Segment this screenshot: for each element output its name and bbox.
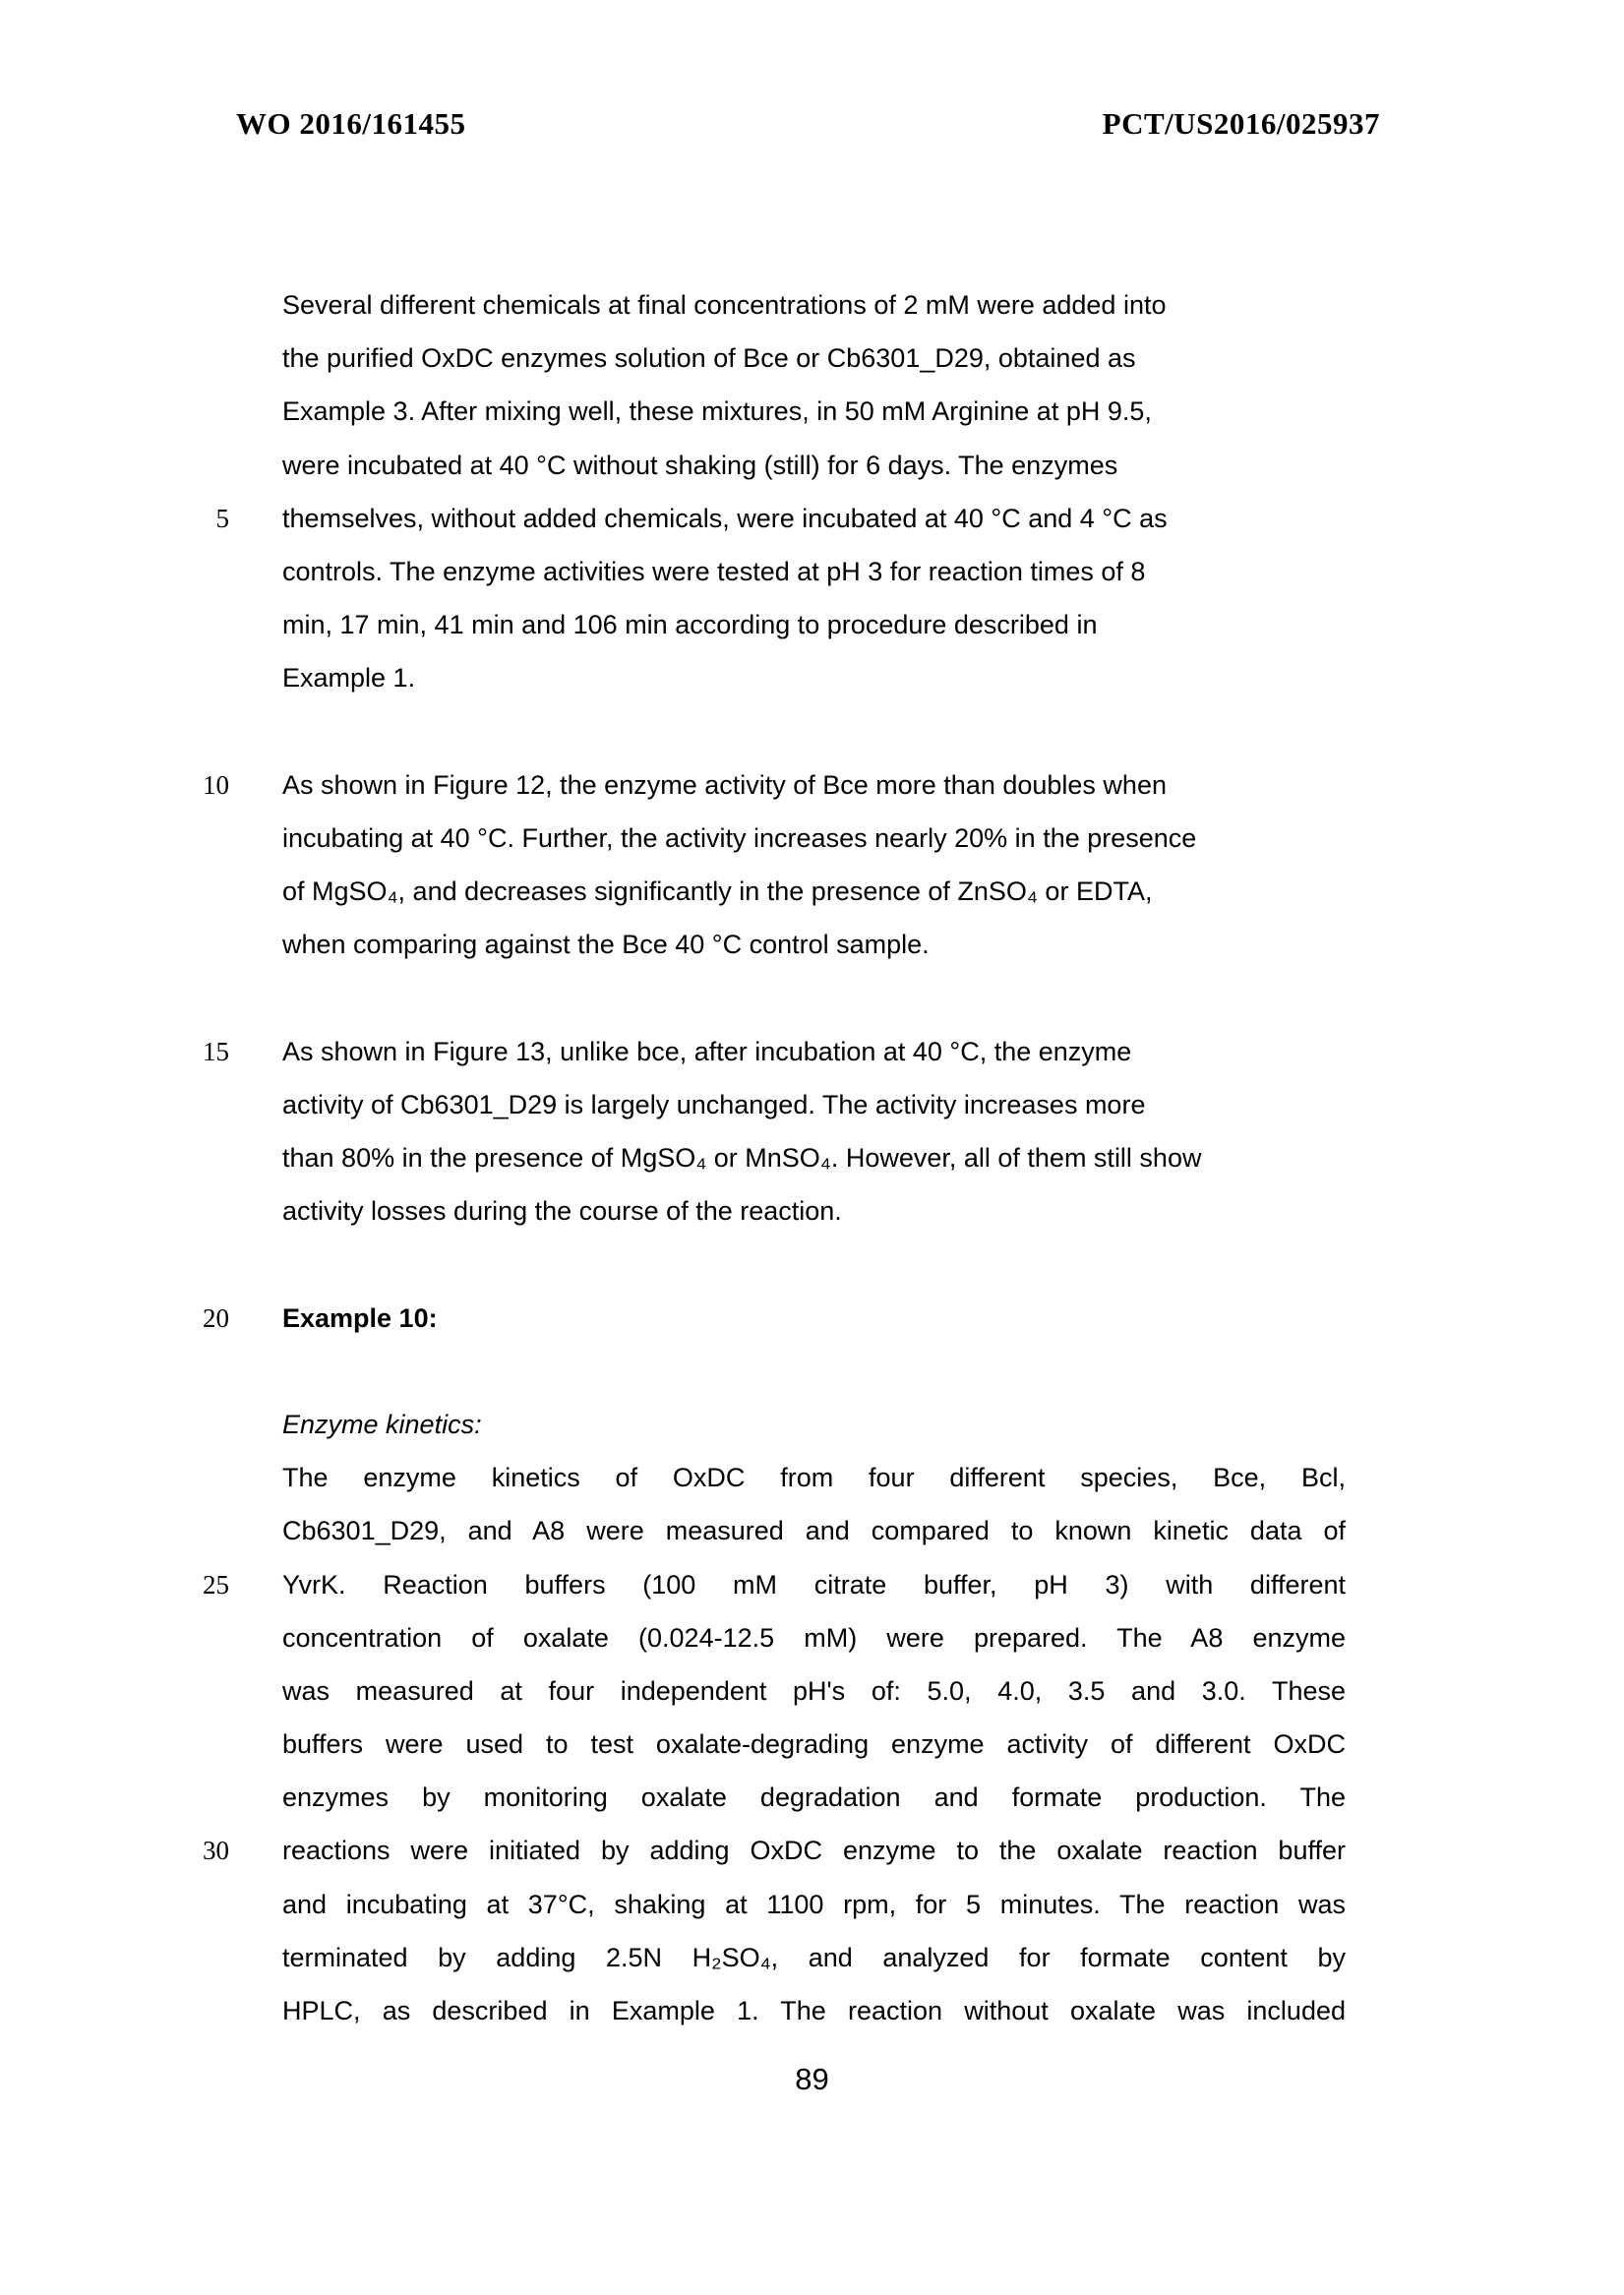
header-publication-number: WO 2016/161455	[236, 106, 466, 141]
line-number	[148, 1238, 229, 1291]
text-line: Example 1.	[282, 663, 416, 694]
line-number	[148, 385, 229, 438]
text-line: As shown in Figure 12, the enzyme activity of Bce more than doubles when	[282, 769, 1167, 800]
text-line: Example 3. After mixing well, these mixtures, in 50 mM Arginine at pH 9.5,	[282, 396, 1152, 427]
text-row	[0, 865, 1624, 918]
blank-line	[0, 1238, 1624, 1291]
gutter-gap	[229, 1931, 282, 1984]
text-row	[0, 1184, 1624, 1238]
line-number	[148, 1611, 229, 1664]
line-number	[148, 1771, 229, 1824]
text-line: incubating at 40 °C. Further, the activity increases nearly 20% in the presence	[282, 822, 1197, 853]
text-row	[0, 1664, 1624, 1718]
body-text	[0, 278, 1624, 2037]
line-number	[148, 1878, 229, 1931]
line-number	[148, 439, 229, 492]
gutter-gap	[229, 1611, 282, 1664]
text-line: were incubated at 40 °C without shaking (still) for 6 days. The enzymes	[282, 450, 1118, 480]
gutter-gap	[229, 971, 282, 1024]
line-number	[148, 971, 229, 1024]
text-line: concentration of oxalate (0.024-12.5 mM) were prepared. The A8 enzyme	[282, 1622, 1346, 1653]
gutter-gap	[229, 1398, 282, 1451]
gutter-gap	[229, 439, 282, 492]
line-number	[148, 332, 229, 385]
gutter-gap	[229, 545, 282, 598]
text-line: Several different chemicals at final concentrations of 2 mM were added into	[282, 290, 1167, 320]
text-row	[0, 492, 1624, 545]
text-line: min, 17 min, 41 min and 106 min according to procedure described in	[282, 610, 1098, 640]
text-row	[0, 1398, 1624, 1451]
line-number: 20	[203, 1302, 229, 1333]
blank-line	[0, 1345, 1624, 1398]
text-row	[0, 1078, 1624, 1131]
text-line: terminated by adding 2.5N H₂SO₄, and analyzed for formate content by	[282, 1942, 1346, 1972]
text-line: As shown in Figure 13, unlike bce, after incubation at 40 °C, the enzyme	[282, 1036, 1132, 1066]
text-row	[0, 332, 1624, 385]
text-line	[282, 705, 1346, 758]
text-row	[0, 918, 1624, 971]
text-row	[0, 1718, 1624, 1771]
gutter-gap	[229, 1718, 282, 1771]
gutter-gap	[229, 1771, 282, 1824]
text-line	[282, 1238, 1346, 1291]
line-number	[148, 278, 229, 332]
line-number: 30	[203, 1836, 229, 1866]
line-number	[148, 651, 229, 704]
line-number	[148, 1504, 229, 1557]
gutter-gap	[229, 812, 282, 865]
text-line: was measured at four independent pH's of: 5.0, 4.0, 3.5 and 3.0. These	[282, 1675, 1346, 1706]
text-row	[0, 1611, 1624, 1664]
line-number	[148, 1451, 229, 1504]
text-line: Example 10:	[282, 1302, 438, 1333]
header-application-number: PCT/US2016/025937	[1102, 106, 1380, 141]
page-number: 89	[795, 2062, 829, 2096]
text-row	[0, 439, 1624, 492]
text-line: YvrK. Reaction buffers (100 mM citrate buffer, pH 3) with different	[282, 1569, 1346, 1600]
text-line: activity losses during the course of the reaction.	[282, 1196, 842, 1227]
line-number: 25	[203, 1569, 229, 1600]
text-row	[0, 1025, 1624, 1078]
text-row	[0, 598, 1624, 651]
gutter-gap	[229, 492, 282, 545]
gutter-gap	[229, 1504, 282, 1557]
line-number: 10	[203, 769, 229, 800]
line-number	[148, 705, 229, 758]
line-number	[148, 545, 229, 598]
gutter-gap	[229, 1451, 282, 1504]
line-number	[148, 1131, 229, 1184]
text-row	[0, 1131, 1624, 1184]
text-line	[282, 971, 1346, 1024]
text-line: reactions were initiated by adding OxDC enzyme to the oxalate reaction buffer	[282, 1836, 1346, 1866]
text-line: activity of Cb6301_D29 is largely unchanged. The activity increases more	[282, 1089, 1146, 1119]
text-line: the purified OxDC enzymes solution of Bce or Cb6301_D29, obtained as	[282, 343, 1136, 374]
text-row	[0, 1292, 1624, 1345]
gutter-gap	[229, 705, 282, 758]
text-line: of MgSO₄, and decreases significantly in the presence of ZnSO₄ or EDTA,	[282, 876, 1153, 907]
gutter-gap	[229, 758, 282, 812]
blank-line	[0, 971, 1624, 1024]
gutter-gap	[229, 1025, 282, 1078]
text-line: when comparing against the Bce 40 °C control sample.	[282, 930, 930, 960]
gutter-gap	[229, 1131, 282, 1184]
gutter-gap	[229, 385, 282, 438]
text-row	[0, 758, 1624, 812]
text-line: controls. The enzyme activities were tested at pH 3 for reaction times of 8	[282, 556, 1146, 586]
text-row	[0, 545, 1624, 598]
text-row	[0, 1451, 1624, 1504]
text-row	[0, 1824, 1624, 1877]
line-number	[148, 1664, 229, 1718]
text-line: enzymes by monitoring oxalate degradation and formate production. The	[282, 1782, 1346, 1813]
line-number: 5	[215, 503, 229, 533]
gutter-gap	[229, 1184, 282, 1238]
text-row	[0, 1931, 1624, 1984]
text-row	[0, 812, 1624, 865]
gutter-gap	[229, 918, 282, 971]
text-line: and incubating at 37°C, shaking at 1100 rpm, for 5 minutes. The reaction was	[282, 1889, 1346, 1919]
text-line: Enzyme kinetics:	[282, 1409, 482, 1439]
gutter-gap	[229, 1238, 282, 1291]
text-row	[0, 1504, 1624, 1557]
gutter-gap	[229, 598, 282, 651]
text-row	[0, 651, 1624, 704]
gutter-gap	[229, 332, 282, 385]
gutter-gap	[229, 1664, 282, 1718]
gutter-gap	[229, 1078, 282, 1131]
gutter-gap	[229, 1824, 282, 1877]
text-row	[0, 1984, 1624, 2037]
text-row	[0, 385, 1624, 438]
text-row	[0, 278, 1624, 332]
text-line: HPLC, as described in Example 1. The reaction without oxalate was included	[282, 1996, 1346, 2025]
text-row	[0, 1771, 1624, 1824]
line-number	[148, 812, 229, 865]
text-row	[0, 1558, 1624, 1611]
line-number	[148, 1345, 229, 1398]
text-line: The enzyme kinetics of OxDC from four different species, Bce, Bcl,	[282, 1463, 1346, 1493]
gutter-gap	[229, 1558, 282, 1611]
gutter-gap	[229, 1984, 282, 2037]
gutter-gap	[229, 651, 282, 704]
line-number	[148, 1984, 229, 2037]
line-number	[148, 1078, 229, 1131]
line-number	[148, 1184, 229, 1238]
text-row	[0, 1878, 1624, 1931]
line-number	[148, 598, 229, 651]
line-number	[148, 865, 229, 918]
gutter-gap	[229, 1292, 282, 1345]
line-number	[148, 1931, 229, 1984]
gutter-gap	[229, 865, 282, 918]
gutter-gap	[229, 1345, 282, 1398]
text-line: themselves, without added chemicals, were incubated at 40 °C and 4 °C as	[282, 503, 1168, 533]
text-line: than 80% in the presence of MgSO₄ or MnSO₄. However, all of them still show	[282, 1143, 1202, 1173]
line-number	[148, 918, 229, 971]
line-number: 15	[203, 1036, 229, 1066]
text-line: Cb6301_D29, and A8 were measured and compared to known kinetic data of	[282, 1516, 1346, 1546]
text-line	[282, 1345, 1346, 1398]
line-number	[148, 1398, 229, 1451]
text-line: buffers were used to test oxalate-degrading enzyme activity of different OxDC	[282, 1729, 1346, 1760]
gutter-gap	[229, 278, 282, 332]
line-number	[148, 1718, 229, 1771]
gutter-gap	[229, 1878, 282, 1931]
blank-line	[0, 705, 1624, 758]
